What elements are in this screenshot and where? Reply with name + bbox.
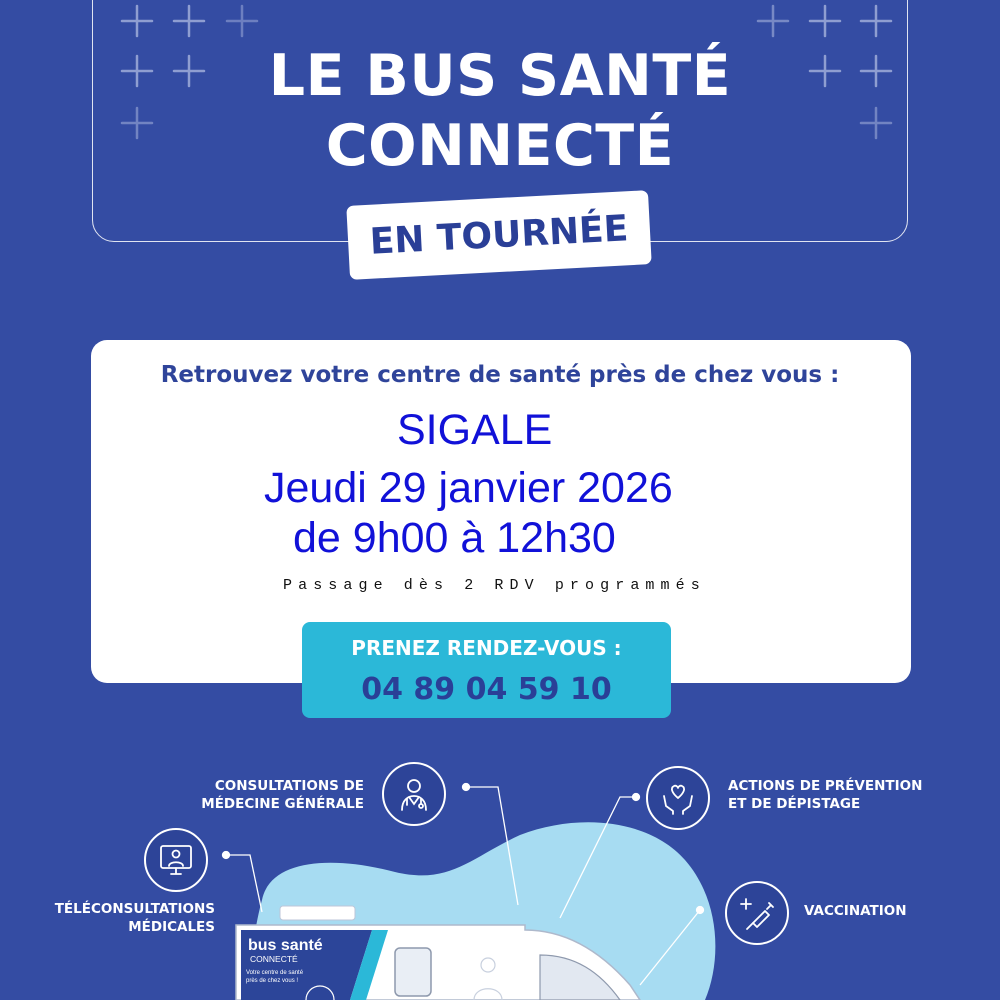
card-intro-text: Retrouvez votre centre de santé près de chez vous : bbox=[160, 362, 840, 388]
monitor-doctor-icon bbox=[144, 828, 208, 892]
service-consultations-line2: MÉDECINE GÉNÉRALE bbox=[201, 796, 364, 812]
connector-teleconsult bbox=[226, 855, 262, 912]
phone-number[interactable]: 04 89 04 59 10 bbox=[361, 672, 612, 707]
service-vaccination-label: VACCINATION bbox=[804, 903, 907, 919]
location-text: SIGALE bbox=[397, 406, 553, 454]
service-teleconsult-label bbox=[52, 900, 215, 936]
hours-text: de 9h00 à 12h30 bbox=[293, 514, 616, 562]
service-teleconsult-line2: MÉDICALES bbox=[128, 919, 215, 935]
doctor-icon bbox=[382, 762, 446, 826]
cta-label: PRENEZ RENDEZ-VOUS : bbox=[351, 636, 622, 660]
service-prevention-line1: ACTIONS DE PRÉVENTION bbox=[728, 778, 923, 794]
service-teleconsult-line1: TÉLÉCONSULTATIONS bbox=[54, 901, 215, 917]
service-prevention-line2: ET DE DÉPISTAGE bbox=[728, 796, 861, 812]
page-title-line-1: LE BUS SANTÉ bbox=[268, 43, 732, 109]
bus-tagline-line1: Votre centre de santé bbox=[246, 970, 304, 976]
appointment-note: Passage dès 2 RDV programmés bbox=[283, 577, 706, 594]
date-text: Jeudi 29 janvier 2026 bbox=[264, 464, 673, 512]
bus-brand-line1: bus santé bbox=[248, 937, 323, 954]
service-consultations-label bbox=[198, 777, 364, 813]
service-consultations-line1: CONSULTATIONS DE bbox=[214, 778, 364, 794]
page-title-line-2: CONNECTÉ bbox=[325, 113, 675, 179]
bus-roof-unit bbox=[280, 906, 355, 920]
bus-tagline-line2: près de chez vous ! bbox=[246, 978, 299, 984]
service-prevention-label bbox=[728, 777, 922, 813]
syringe-icon bbox=[725, 881, 789, 945]
bus-window bbox=[395, 948, 431, 996]
bus-brand-line2: CONNECTÉ bbox=[250, 954, 298, 964]
tour-badge: EN TOURNÉE bbox=[346, 190, 651, 280]
heart-hands-icon bbox=[646, 766, 710, 830]
